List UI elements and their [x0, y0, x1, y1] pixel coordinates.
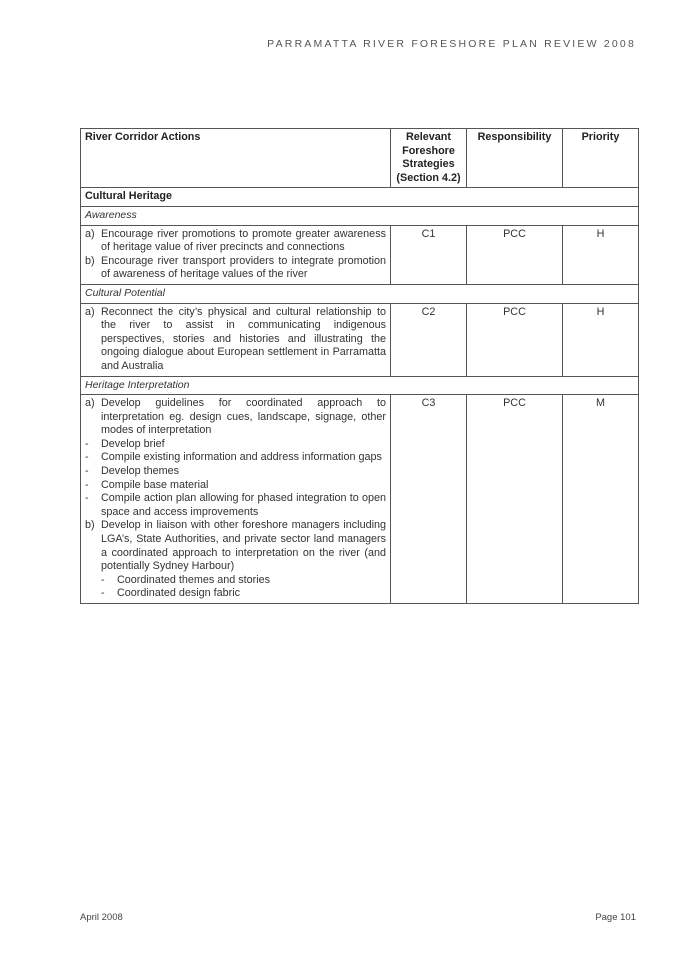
item-marker: a) [85, 397, 95, 410]
column-header-strategies: Relevant Foreshore Strategies (Section 4.2) [391, 129, 467, 188]
item-marker: - [85, 451, 89, 464]
subheading-row [81, 376, 639, 395]
subheading-row [81, 284, 639, 303]
actions-cell [81, 225, 391, 284]
item-text: Encourage river promotions to promote greater awareness of heritage value of river precincts and connections [101, 227, 386, 254]
priority-cell: H [563, 225, 639, 284]
item-text: Compile base material [101, 478, 209, 491]
action-item [85, 574, 386, 588]
action-item [85, 465, 386, 479]
item-marker: a) [85, 227, 95, 240]
item-text: Coordinated design fabric [117, 587, 241, 600]
river-corridor-actions-table [80, 128, 639, 604]
column-header-actions: River Corridor Actions [81, 129, 391, 188]
responsibility-cell: PCC [467, 303, 563, 376]
item-text: Develop in liaison with other foreshore managers including LGA’s, State Authorities, and private sector land managers a coordinated approach to interpretation on the river (and potentially Sydney Harbour) [101, 519, 386, 573]
item-marker: - [85, 478, 89, 491]
table-body [81, 188, 639, 604]
action-item [85, 228, 386, 255]
priority-cell: H [563, 303, 639, 376]
item-text: Encourage river transport providers to integrate promotion of awareness of heritage values of the river [101, 254, 386, 281]
subheading-row [81, 206, 639, 225]
column-header-responsibility: Responsibility [467, 129, 563, 188]
item-text: Reconnect the city’s physical and cultural relationship to the river to assist in communicating indigenous perspectives, stories and histories and illustrating the ongoing dialogue about European settlement in Parramatta and Australia [101, 305, 386, 372]
subheading-title: Heritage Interpretation [81, 376, 639, 395]
column-header-priority: Priority [563, 129, 639, 188]
action-item [85, 587, 386, 601]
item-text: Develop guidelines for coordinated approach to interpretation eg. design cues, landscape, signage, other modes of interpretation [101, 397, 386, 437]
item-marker: - [101, 573, 105, 586]
strategy-cell: C2 [391, 303, 467, 376]
item-marker: - [101, 587, 105, 600]
section-row [81, 188, 639, 207]
responsibility-cell: PCC [467, 225, 563, 284]
item-marker: b) [85, 519, 95, 532]
item-marker: a) [85, 305, 95, 318]
section-title: Cultural Heritage [81, 188, 639, 207]
item-marker: b) [85, 254, 95, 267]
item-marker: - [85, 465, 89, 478]
action-item [85, 438, 386, 452]
action-item [85, 451, 386, 465]
item-text: Compile existing information and address information gaps [101, 451, 382, 464]
item-marker: - [85, 437, 89, 450]
item-text: Compile action plan allowing for phased integration to open space and access improvements [101, 492, 386, 518]
action-item [85, 492, 386, 519]
table-row [81, 225, 639, 284]
responsibility-cell: PCC [467, 395, 563, 604]
table-header-row [81, 129, 639, 188]
action-item [85, 255, 386, 282]
priority-cell: M [563, 395, 639, 604]
table-row [81, 303, 639, 376]
strategy-cell: C3 [391, 395, 467, 604]
action-item [85, 306, 386, 374]
action-item [85, 519, 386, 573]
footer-date: April 2008 [80, 912, 123, 923]
item-text: Develop brief [101, 437, 165, 450]
item-text: Develop themes [101, 465, 180, 478]
strategy-cell: C1 [391, 225, 467, 284]
item-marker: - [85, 492, 89, 505]
action-item [85, 397, 386, 438]
page-header-title: PARRAMATTA RIVER FORESHORE PLAN REVIEW 2008 [267, 38, 636, 50]
footer-page-number: Page 101 [595, 912, 636, 923]
subheading-title: Cultural Potential [81, 284, 639, 303]
item-text: Coordinated themes and stories [117, 573, 271, 586]
subheading-title: Awareness [81, 206, 639, 225]
action-item [85, 479, 386, 493]
table-row [81, 395, 639, 604]
actions-cell [81, 395, 391, 604]
actions-cell [81, 303, 391, 376]
